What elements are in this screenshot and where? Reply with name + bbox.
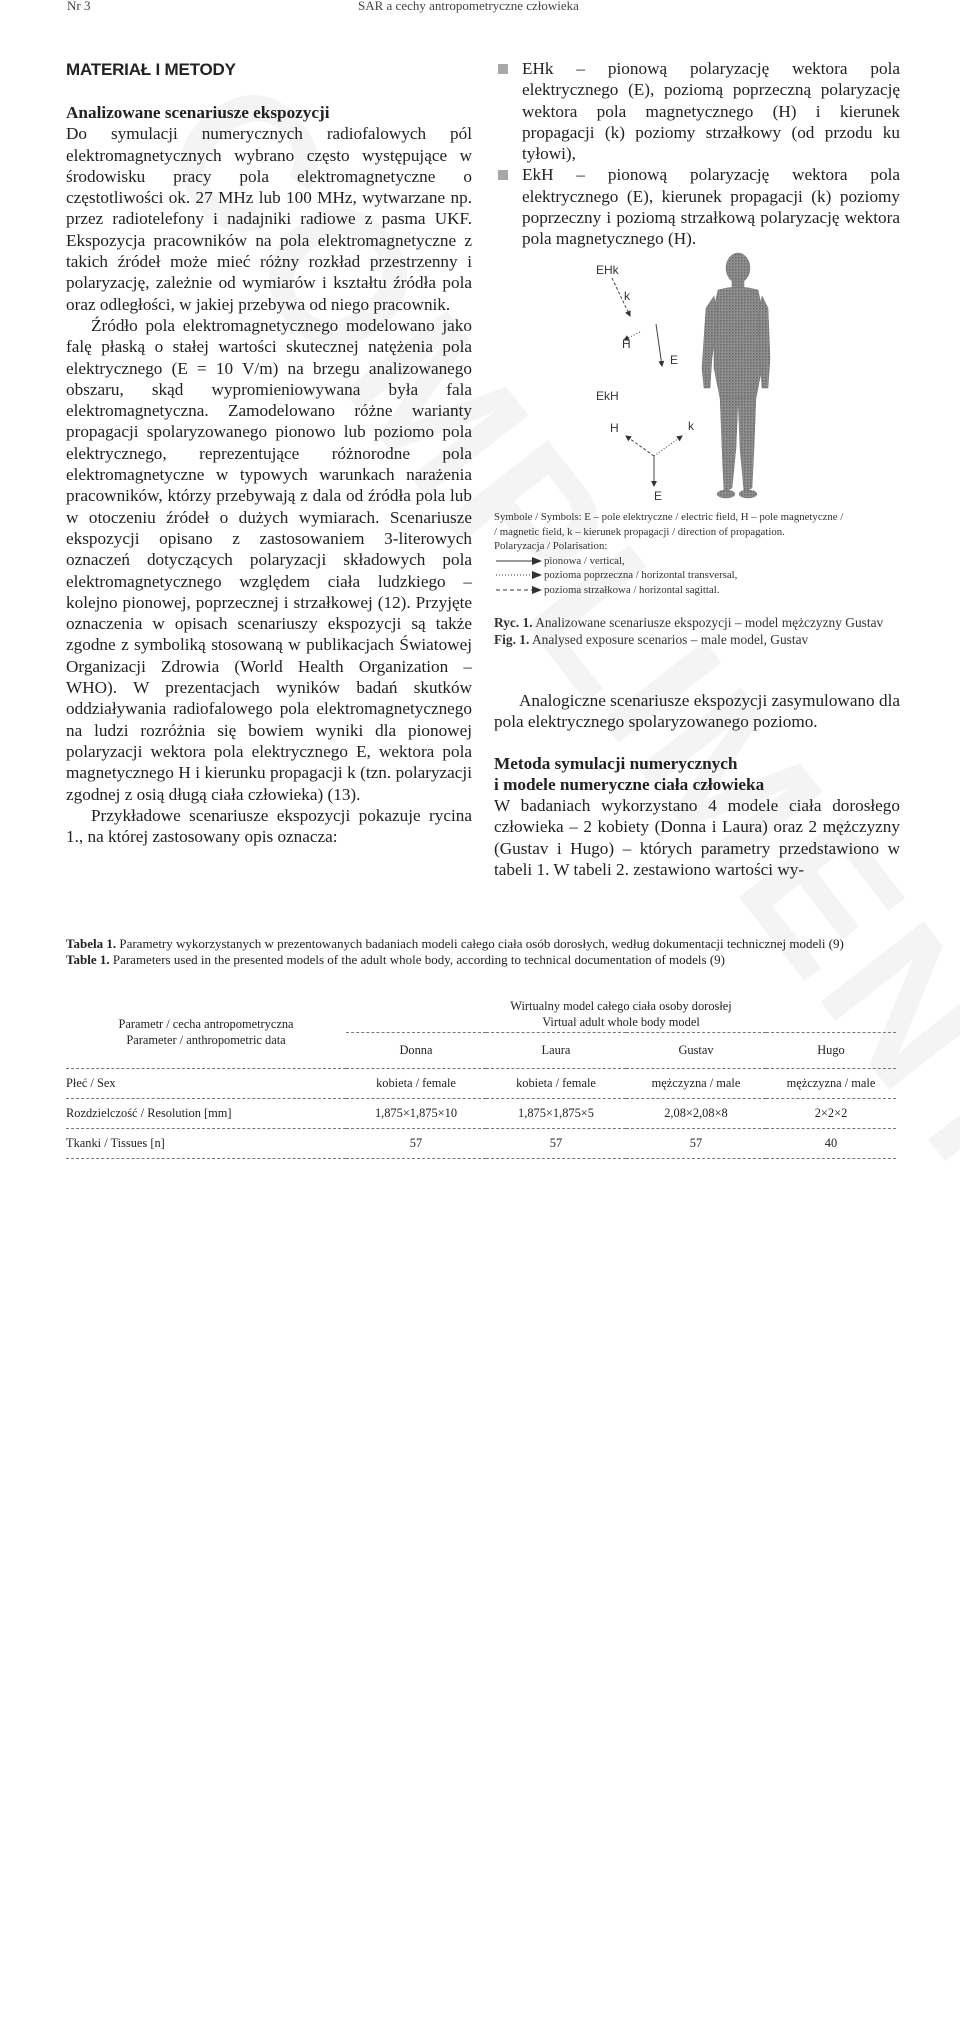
exposure-figure	[492, 248, 902, 508]
solid-arrow-icon	[494, 556, 544, 566]
label-ekh: EkH	[596, 389, 619, 403]
table-header-model: Gustav	[626, 1032, 766, 1068]
caption-en-label: Fig. 1.	[494, 632, 530, 647]
table-row	[66, 1068, 896, 1098]
subheading-method: Metoda symulacji numerycznych i modele numeryczne ciała człowieka	[494, 753, 765, 794]
legend-row-vertical: pionowa / vertical,	[494, 554, 904, 569]
running-title: SAR a cechy antropometryczne człowieka	[358, 0, 579, 13]
table-cell: mężczyzna / male	[626, 1068, 766, 1098]
paragraph-2: Źródło pola elektromagnetycznego modelowano jako falę płaską o stałej wartości skutecznej natężenia pola elektrycznego (E = 10 V/m) na brzegu analizowanego obszaru, skąd wypromieniowywana była fala elektromagnetyczna. Zamodelowano różne warianty propagacji spolaryzowanego pionowo lub poziomo pola elektrycznego, reprezentujące różnorodne pola elektromagnetyczne w typowych warunkach narażenia pracowników, którzy przebywają z dala od źródła pola lub w otoczeniu źródeł o dużych wymiarach. Scenariusze ekspozycji opisano z zastosowaniem 3-literowych oznaczeń dotyczących polaryzacji składowych pola elektromagnetycznego względem ciała ludzkiego – kolejno pionowej, poprzecznej i strzałkowej (12). Przyjęte oznaczenia w opisach scenariuszy ekspozycji są także zgodne z symboliką stosowaną w publikacjach Światowej Organizacji Zdrowia (World Health Organization – WHO). W prezentacjach wyników badań skutków oddziaływania radiofalowego pola elektromagnetycznego na ludzi rozróżnia się bowiem wyniki dla pionowej polaryzacji wektora pola elektrycznego E, wektora pola magnetycznego H i kierunku propagacji k (tzn. polaryzacji zgodnej z osią długą ciała człowieka) (13).	[66, 315, 472, 804]
label-h-bottom: H	[610, 421, 619, 435]
label-h-top: H	[622, 337, 631, 351]
scenario-list	[494, 58, 900, 250]
table-caption	[66, 936, 896, 967]
table-header-model: Hugo	[766, 1032, 896, 1068]
right-column-top	[494, 58, 900, 250]
table-caption-en-label: Table 1.	[66, 951, 110, 967]
table-row-label: Płeć / Sex	[66, 1068, 346, 1098]
section-title: MATERIAŁ I METODY	[66, 60, 236, 79]
label-k-bottom: k	[688, 419, 694, 433]
paragraph-method: W badaniach wykorzystano 4 modele ciała dorosłego człowieka – 2 kobiety (Donna i Laura) oraz 2 mężczyzny (Gustav i Hugo) – których parametry przedstawiono w tabeli 1. W tabeli 2. zestawiono wartości wy-	[494, 796, 900, 880]
table-caption-pl-label: Tabela 1.	[66, 936, 117, 951]
table-cell: 57	[346, 1128, 486, 1158]
caption-en-text: Analysed exposure scenarios – male model, Gustav	[531, 632, 809, 647]
caption-pl-text: Analizowane scenariusze ekspozycji – model mężczyzny Gustav	[535, 615, 884, 630]
table-cell: 1,875×1,875×5	[486, 1098, 626, 1128]
table-caption-pl: Parametry wykorzystanych w prezentowanych badaniach modeli całego ciała osób dorosłych, według dokumentacji technicznej modeli (9)	[119, 936, 844, 951]
legend-row-transversal: pozioma poprzeczna / horizontal transversal,	[494, 568, 904, 583]
body-model	[702, 253, 770, 498]
list-item: EHk – pionową polaryzację wektora pola elektrycznego (E), poziomą poprzeczną polaryzację wektora pola magnetycznego (H) i kierunek propagacji (k) poziomy strzałkowy (od przodu ku tyłowi),	[494, 58, 900, 164]
table-row-label: Tkanki / Tissues [n]	[66, 1128, 346, 1158]
page-number: Nr 3	[67, 0, 91, 13]
table-header-model: Laura	[486, 1032, 626, 1068]
table-cell: kobieta / female	[346, 1068, 486, 1098]
label-e-bottom: E	[654, 489, 663, 503]
paragraph-analog: Analogiczne scenariusze ekspozycji zasymulowano dla pola elektrycznego spolaryzowanego poziomo.	[494, 691, 900, 732]
subheading-exposure: Analizowane scenariusze ekspozycji	[66, 103, 330, 122]
dashed-arrow-icon	[494, 585, 544, 595]
figure-legend	[494, 510, 904, 597]
label-k-top: k	[624, 289, 630, 303]
page-header	[0, 0, 960, 14]
paragraph-1: Do symulacji numerycznych radiofalowych pól elektromagnetycznych wybrano często występujące w środowisku pracy pola elektromagnetyczne o częstotliwości ok. 27 MHz lub 100 MHz, wytwarzane np. przez radiotelefony i nadajniki radiowe z pasma UKF. Ekspozycja pracowników na pola elektromagnetyczne z takich źródeł może mieć różny rozkład przestrzenny i polaryzację, zależnie od wymiarów i kształtu źródła pola oraz odległości, w jakiej przebywa od niego pracownik.	[66, 124, 472, 314]
table-header-parameter: Parametr / cecha antropometryczna Parameter / anthropometric data	[66, 996, 346, 1068]
table-caption-en: Parameters used in the presented models of the adult whole body, according to technical documentation of models (9)	[112, 951, 725, 967]
legend-row-sagittal: pozioma strzałkowa / horizontal sagittal.	[494, 583, 904, 598]
table-row-label: Rozdzielczość / Resolution [mm]	[66, 1098, 346, 1128]
right-column-bottom	[494, 690, 900, 880]
label-ehk: EHk	[596, 263, 619, 277]
table-cell: 40	[766, 1128, 896, 1158]
table-row	[66, 1128, 896, 1158]
table-cell: kobieta / female	[486, 1068, 626, 1098]
table-cell: 57	[626, 1128, 766, 1158]
dotted-arrow-icon	[494, 570, 544, 580]
table-cell: 2×2×2	[766, 1098, 896, 1128]
left-column	[66, 102, 472, 847]
table-cell: 2,08×2,08×8	[626, 1098, 766, 1128]
table-row	[66, 1098, 896, 1128]
caption-pl-label: Ryc. 1.	[494, 615, 533, 630]
parameters-table	[66, 996, 896, 1159]
table-cell: mężczyzna / male	[766, 1068, 896, 1098]
table-header-model: Donna	[346, 1032, 486, 1068]
table-cell: 57	[486, 1128, 626, 1158]
table-cell: 1,875×1,875×10	[346, 1098, 486, 1128]
legend-symbols-1: Symbole / Symbols: E – pole elektryczne / electric field, H – pole magnetyczne /	[494, 511, 844, 523]
table-header-group: Wirtualny model całego ciała osoby dorosłej Virtual adult whole body model	[346, 996, 896, 1032]
label-e-top: E	[670, 353, 679, 367]
legend-polarisation-title: Polaryzacja / Polarisation:	[494, 540, 608, 552]
figure-caption	[494, 614, 904, 648]
list-item: EkH – pionową polaryzację wektora pola elektrycznego (E), kierunek propagacji (k) poziomy poprzeczny i poziomą strzałkową polaryzację wektora pola magnetycznego (H).	[494, 164, 900, 249]
legend-symbols-2: / magnetic field, k – kierunek propagacji / direction of propagation.	[494, 525, 785, 538]
paragraph-3: Przykładowe scenariusze ekspozycji pokazuje rycina 1., na której zastosowany opis oznacza:	[66, 805, 472, 847]
